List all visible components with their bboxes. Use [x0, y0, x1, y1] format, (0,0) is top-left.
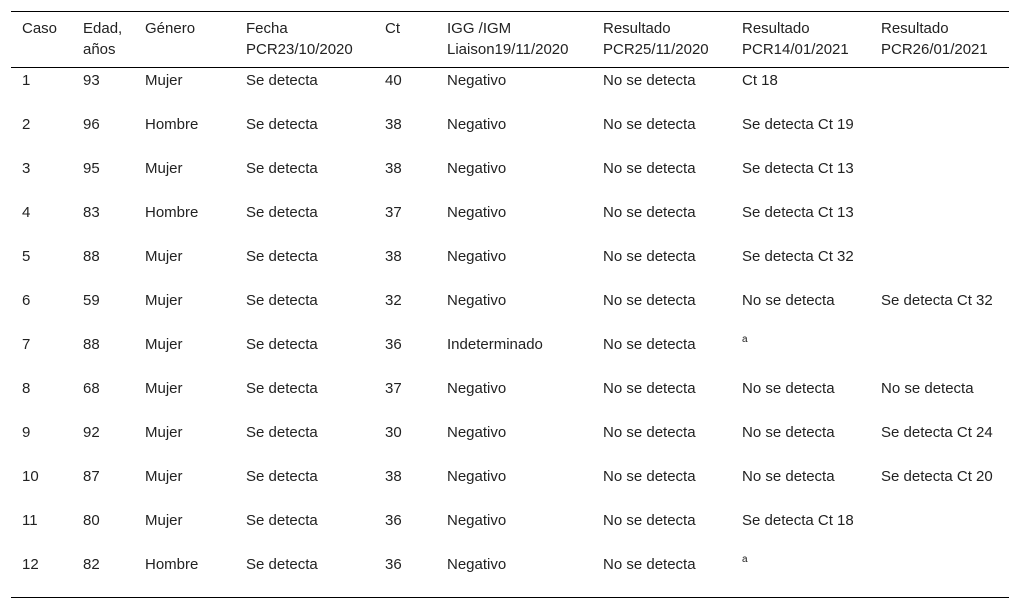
cell-ct: 36	[385, 556, 402, 573]
table-body	[11, 68, 1009, 598]
table-row	[11, 333, 1009, 377]
cell-edad: 59	[83, 292, 100, 309]
results-table	[11, 11, 1009, 598]
cell-fecha-pcr: Se detecta	[246, 556, 318, 573]
cell-resultado-pcr-1: No se detecta	[603, 72, 696, 89]
cell-resultado-pcr-3	[870, 201, 1009, 245]
cell-edad: 88	[83, 248, 100, 265]
cell-genero: Hombre	[145, 204, 199, 221]
cell-resultado-pcr-3: Se detecta Ct 20	[881, 468, 993, 485]
cell-caso: 5	[22, 248, 31, 265]
cell-resultado-pcr-2	[731, 157, 870, 201]
cell-ct: 40	[385, 72, 402, 89]
cell-resultado-pcr-2-text: Ct 18	[742, 72, 778, 89]
cell-igg-igm: Negativo	[447, 72, 507, 89]
cell-resultado-pcr-1: No se detecta	[603, 116, 696, 133]
cell-ct: 36	[385, 512, 402, 529]
cell-edad: 88	[83, 336, 100, 353]
footnote-marker: a	[742, 554, 748, 565]
cell-genero: Mujer	[145, 512, 183, 529]
cell-resultado-pcr-2	[731, 465, 870, 509]
cell-caso: 9	[22, 424, 31, 441]
cell-resultado-pcr-1: No se detecta	[603, 556, 696, 573]
cell-resultado-pcr-1: No se detecta	[603, 380, 696, 397]
cell-resultado-pcr-2-text: No se detecta	[742, 292, 835, 309]
cell-genero: Mujer	[145, 424, 183, 441]
cell-ct: 32	[385, 292, 402, 309]
header-edad: Edad, años	[83, 20, 123, 58]
cell-resultado-pcr-3	[870, 68, 1009, 114]
cell-resultado-pcr-3	[870, 113, 1009, 157]
cell-edad: 68	[83, 380, 100, 397]
cell-resultado-pcr-3: No se detecta	[881, 380, 974, 397]
cell-fecha-pcr: Se detecta	[246, 116, 318, 133]
cell-resultado-pcr-3	[870, 157, 1009, 201]
table-row	[11, 553, 1009, 598]
cell-fecha-pcr: Se detecta	[246, 468, 318, 485]
cell-resultado-pcr-1: No se detecta	[603, 468, 696, 485]
cell-genero: Mujer	[145, 380, 183, 397]
cell-fecha-pcr: Se detecta	[246, 512, 318, 529]
cell-caso: 2	[22, 116, 31, 133]
cell-ct: 30	[385, 424, 402, 441]
cell-caso: 12	[22, 556, 39, 573]
table-row	[11, 113, 1009, 157]
cell-genero: Mujer	[145, 336, 183, 353]
header-resultado-pcr-1: Resultado PCR25/11/2020	[603, 20, 709, 58]
cell-genero: Hombre	[145, 556, 199, 573]
cell-ct: 37	[385, 204, 402, 221]
cell-ct: 38	[385, 116, 402, 133]
cell-resultado-pcr-2-text: No se detecta	[742, 468, 835, 485]
cell-resultado-pcr-1: No se detecta	[603, 292, 696, 309]
cell-edad: 83	[83, 204, 100, 221]
cell-resultado-pcr-2	[731, 289, 870, 333]
cell-genero: Mujer	[145, 160, 183, 177]
cell-resultado-pcr-1: No se detecta	[603, 204, 696, 221]
cell-fecha-pcr: Se detecta	[246, 380, 318, 397]
cell-fecha-pcr: Se detecta	[246, 424, 318, 441]
header-resultado-pcr-2: Resultado PCR14/01/2021	[742, 20, 849, 58]
cell-igg-igm: Negativo	[447, 424, 507, 441]
cell-caso: 4	[22, 204, 31, 221]
table-row	[11, 465, 1009, 509]
cell-igg-igm: Negativo	[447, 116, 507, 133]
cell-resultado-pcr-3	[870, 509, 1009, 553]
cell-edad: 95	[83, 160, 100, 177]
cell-resultado-pcr-2	[731, 553, 870, 598]
table-row	[11, 377, 1009, 421]
footnote-marker: a	[742, 334, 748, 345]
cell-resultado-pcr-2	[731, 113, 870, 157]
table-row	[11, 289, 1009, 333]
cell-edad: 87	[83, 468, 100, 485]
table-row	[11, 421, 1009, 465]
cell-caso: 7	[22, 336, 31, 353]
table-row	[11, 245, 1009, 289]
cell-ct: 38	[385, 248, 402, 265]
cell-igg-igm: Negativo	[447, 160, 507, 177]
header-resultado-pcr-3: Resultado PCR26/01/2021	[881, 20, 988, 58]
table-row	[11, 68, 1009, 114]
cell-resultado-pcr-1: No se detecta	[603, 248, 696, 265]
cell-resultado-pcr-3	[870, 333, 1009, 377]
cell-caso: 3	[22, 160, 31, 177]
header-caso: Caso	[22, 20, 58, 37]
table-header	[11, 12, 1009, 68]
cell-resultado-pcr-3	[870, 245, 1009, 289]
table-row	[11, 509, 1009, 553]
results-table-container	[11, 11, 1009, 598]
cell-resultado-pcr-3: Se detecta Ct 24	[881, 424, 993, 441]
cell-fecha-pcr: Se detecta	[246, 248, 318, 265]
cell-fecha-pcr: Se detecta	[246, 204, 318, 221]
cell-resultado-pcr-2-text: Se detecta Ct 19	[742, 116, 854, 133]
cell-igg-igm: Negativo	[447, 556, 507, 573]
cell-resultado-pcr-2-text: No se detecta	[742, 424, 835, 441]
cell-igg-igm: Negativo	[447, 292, 507, 309]
cell-fecha-pcr: Se detecta	[246, 160, 318, 177]
cell-ct: 38	[385, 160, 402, 177]
cell-resultado-pcr-2	[731, 421, 870, 465]
cell-edad: 93	[83, 72, 100, 89]
cell-resultado-pcr-2	[731, 509, 870, 553]
cell-caso: 11	[22, 512, 38, 529]
cell-genero: Mujer	[145, 72, 183, 89]
cell-edad: 96	[83, 116, 100, 133]
cell-resultado-pcr-1: No se detecta	[603, 160, 696, 177]
cell-edad: 82	[83, 556, 100, 573]
cell-ct: 37	[385, 380, 402, 397]
cell-ct: 38	[385, 468, 402, 485]
cell-caso: 10	[22, 468, 39, 485]
cell-resultado-pcr-2-text: Se detecta Ct 13	[742, 160, 854, 177]
header-row	[11, 12, 1009, 68]
header-fecha-pcr: Fecha PCR23/10/2020	[246, 20, 353, 58]
header-igg-igm: IGG /IGM Liaison19/11/2020	[447, 20, 569, 58]
header-ct: Ct	[385, 20, 400, 37]
cell-igg-igm: Negativo	[447, 512, 507, 529]
cell-resultado-pcr-2	[731, 333, 870, 377]
cell-resultado-pcr-2	[731, 245, 870, 289]
cell-igg-igm: Negativo	[447, 468, 507, 485]
cell-resultado-pcr-3: Se detecta Ct 32	[881, 292, 993, 309]
cell-resultado-pcr-1: No se detecta	[603, 512, 696, 529]
cell-genero: Hombre	[145, 116, 199, 133]
cell-resultado-pcr-2-text: Se detecta Ct 18	[742, 512, 854, 529]
cell-resultado-pcr-2-text: Se detecta Ct 32	[742, 248, 854, 265]
cell-resultado-pcr-1: No se detecta	[603, 336, 696, 353]
cell-igg-igm: Negativo	[447, 248, 507, 265]
header-genero: Género	[145, 20, 196, 37]
cell-igg-igm: Negativo	[447, 380, 507, 397]
cell-genero: Mujer	[145, 468, 183, 485]
cell-genero: Mujer	[145, 292, 183, 309]
cell-fecha-pcr: Se detecta	[246, 336, 318, 353]
cell-resultado-pcr-2	[731, 377, 870, 421]
cell-igg-igm: Negativo	[447, 204, 507, 221]
table-row	[11, 201, 1009, 245]
cell-fecha-pcr: Se detecta	[246, 292, 318, 309]
table-row	[11, 157, 1009, 201]
cell-caso: 6	[22, 292, 31, 309]
cell-resultado-pcr-2-text: No se detecta	[742, 380, 835, 397]
cell-caso: 8	[22, 380, 31, 397]
cell-edad: 92	[83, 424, 100, 441]
cell-resultado-pcr-3	[870, 553, 1009, 598]
cell-ct: 36	[385, 336, 402, 353]
cell-edad: 80	[83, 512, 100, 529]
cell-fecha-pcr: Se detecta	[246, 72, 318, 89]
cell-resultado-pcr-1: No se detecta	[603, 424, 696, 441]
cell-resultado-pcr-2	[731, 68, 870, 114]
cell-igg-igm: Indeterminado	[447, 336, 543, 353]
cell-resultado-pcr-2-text: Se detecta Ct 13	[742, 204, 854, 221]
cell-genero: Mujer	[145, 248, 183, 265]
cell-resultado-pcr-2	[731, 201, 870, 245]
cell-caso: 1	[22, 72, 31, 89]
